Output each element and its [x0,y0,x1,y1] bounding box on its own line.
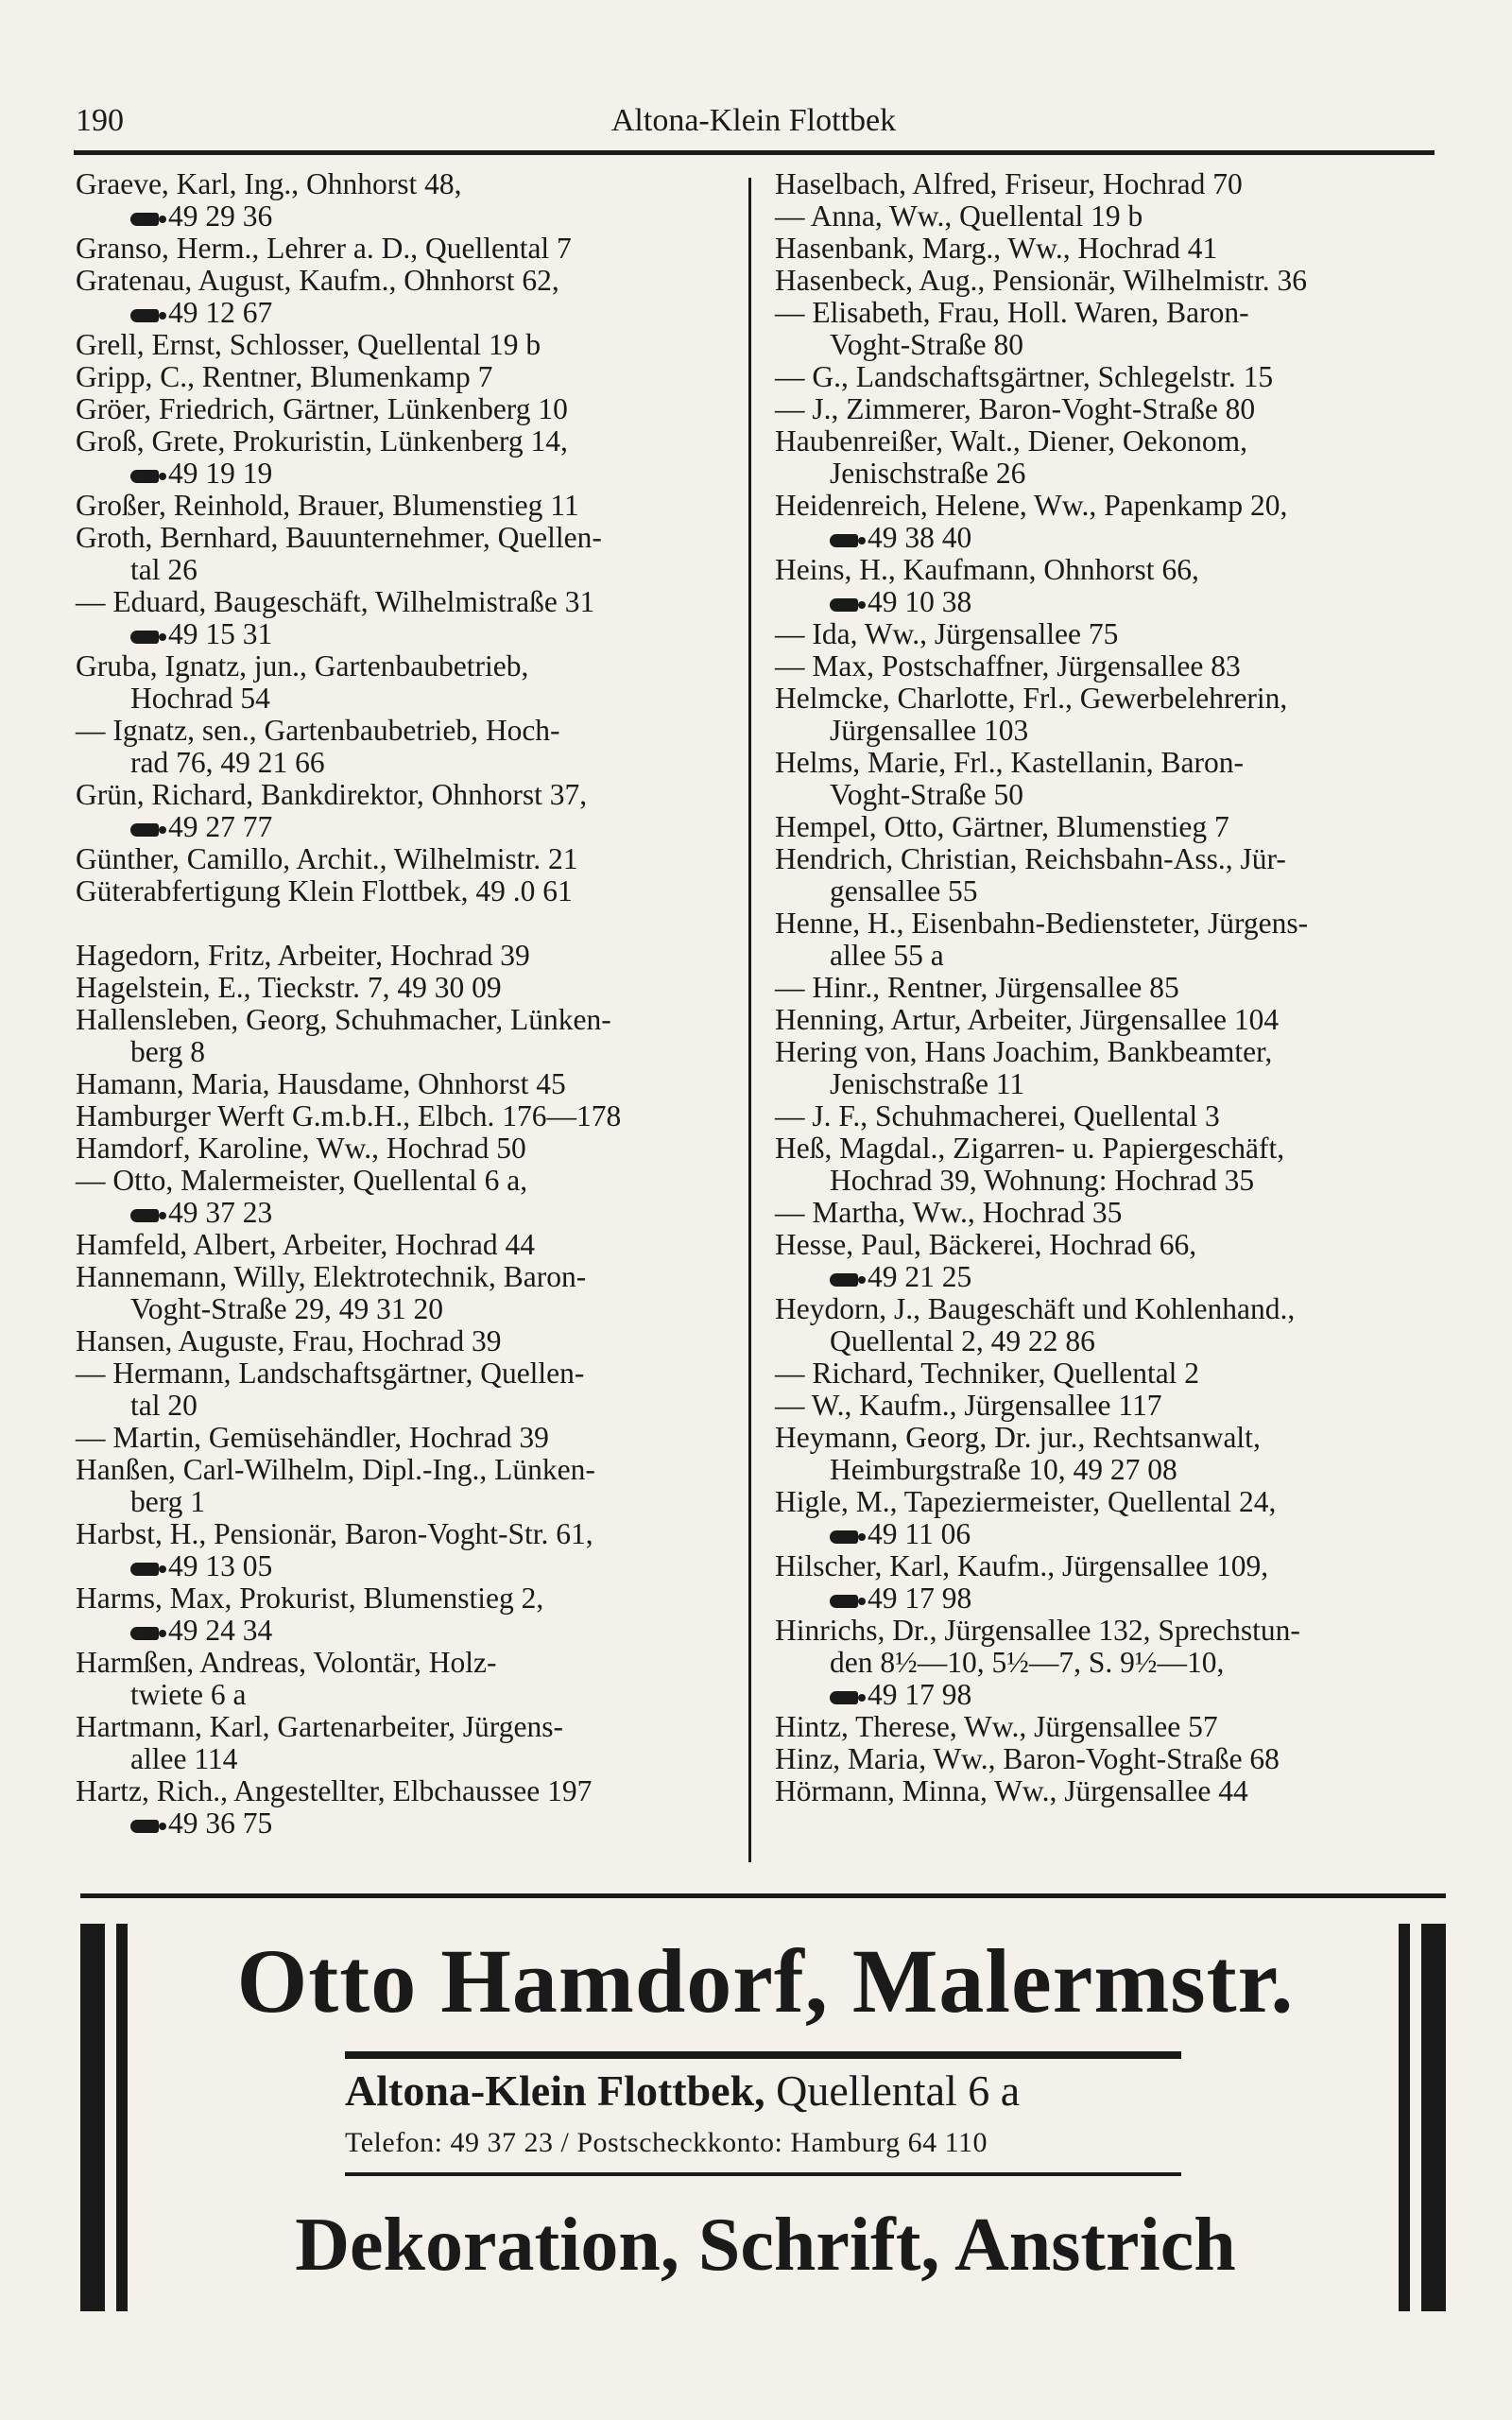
entry-line: 49 19 19 [168,457,273,490]
entry-line: 49 10 38 [868,585,972,618]
entry-line: tal 20 [130,1389,198,1422]
directory-entry [775,1550,1441,1615]
entry-name: Hesse, Paul, Bäckerei, Hochrad 66, [775,1228,1197,1261]
entry-line: 49 21 25 [868,1260,972,1293]
entry-line: 49 11 06 [868,1517,971,1550]
entry-name: Güterabfertigung Klein Flottbek, 49 .0 61 [76,874,573,908]
directory-entry [76,1068,737,1100]
entry-name: Großer, Reinhold, Brauer, Blumenstieg 11 [76,489,579,522]
entry-gap [76,908,737,940]
entry-continuation [76,683,737,715]
entry-line: 49 15 31 [168,617,273,650]
entry-name: Hinz, Maria, Ww., Baron-Voght-Straße 68 [775,1742,1280,1775]
directory-entry [775,168,1441,200]
entry-name: — Martin, Gemüsehändler, Hochrad 39 [76,1421,549,1454]
entry-continuation [775,1454,1441,1486]
telephone-icon [130,1820,159,1833]
right-column [775,168,1441,1807]
left-column [76,168,737,1840]
entry-name: Harms, Max, Prokurist, Blumenstieg 2, [76,1582,544,1615]
ad-rule [345,2172,1181,2176]
directory-entry [76,650,737,715]
entry-line: 49 29 36 [168,199,273,233]
entry-name: Higle, M., Tapeziermeister, Quellental 24, [775,1485,1277,1518]
directory-entry [775,1132,1441,1197]
entry-name: Helms, Marie, Frl., Kastellanin, Baron- [775,746,1245,779]
ad-border-bar [1399,1924,1410,2311]
entry-line: Quellental 2, 49 22 86 [830,1324,1095,1357]
directory-entry [76,779,737,843]
entry-line: berg 1 [130,1485,206,1518]
directory-entry [775,1197,1441,1229]
entry-continuation [76,1615,737,1647]
directory-entry [775,554,1441,618]
entry-name: Gruba, Ignatz, jun., Gartenbaubetrieb, [76,649,529,683]
telephone-icon [830,1530,858,1544]
entry-continuation [76,1679,737,1711]
entry-name: Harmßen, Andreas, Volontär, Holz- [76,1646,497,1679]
directory-entry [76,715,737,779]
ad-headline: Otto Hamdorf, Malermstr. [236,1930,1295,2031]
directory-entry [76,1261,737,1325]
ad-contact: Telefon: 49 37 23 / Postscheckkonto: Hamburg 64 110 [345,2127,988,2158]
entry-continuation [76,297,737,329]
entry-name: Hempel, Otto, Gärtner, Blumenstieg 7 [775,810,1229,843]
entry-line: twiete 6 a [130,1678,247,1711]
directory-entry [775,1422,1441,1486]
entry-continuation [76,811,737,843]
telephone-icon [130,1563,159,1576]
entry-name: Hendrich, Christian, Reichsbahn-Ass., Jür- [775,842,1286,875]
entry-name: — J., Zimmerer, Baron-Voght-Straße 80 [775,392,1256,425]
directory-entry [76,1229,737,1261]
directory-entry [76,1325,737,1357]
entry-line: den 8½—10, 5½—7, S. 9½—10, [830,1646,1225,1679]
directory-entry [76,1711,737,1775]
entry-continuation [76,200,737,233]
telephone-icon [130,823,159,837]
entry-name: Günther, Camillo, Archit., Wilhelmistr. 21 [76,842,578,875]
entry-line: allee 55 a [830,939,944,972]
directory-entry [76,1165,737,1229]
directory-entry [775,1743,1441,1775]
entry-name: Heins, H., Kaufmann, Ohnhorst 66, [775,553,1199,586]
directory-entry [76,940,737,972]
directory-entry [775,650,1441,683]
entry-name: Granso, Herm., Lehrer a. D., Quellental 7 [76,232,572,265]
directory-entry [775,811,1441,843]
ad-address-bold: Altona-Klein Flottbek, [345,2066,765,2115]
directory-entry [76,361,737,393]
directory-entry [76,168,737,233]
entry-line: 49 13 05 [168,1549,273,1582]
entry-line: 49 17 98 [868,1678,972,1711]
entry-name: Gröer, Friedrich, Gärtner, Lünkenberg 10 [76,392,568,425]
telephone-icon [130,309,159,322]
directory-entry [76,972,737,1004]
entry-name: Helmcke, Charlotte, Frl., Gewerbelehrerin, [775,682,1288,715]
entry-name: — Elisabeth, Frau, Holl. Waren, Baron- [775,296,1249,329]
directory-entry [76,1775,737,1840]
entry-name: — Otto, Malermeister, Quellental 6 a, [76,1164,528,1197]
directory-entry [775,1775,1441,1807]
entry-name: — Ida, Ww., Jürgensallee 75 [775,617,1119,650]
directory-entry [76,1454,737,1518]
directory-entry [775,1615,1441,1711]
telephone-icon [830,1595,858,1608]
entry-line: 49 27 77 [168,810,273,843]
directory-entry [76,522,737,586]
entry-name: — Hinr., Rentner, Jürgensallee 85 [775,971,1179,1004]
entry-name: Hartmann, Karl, Gartenarbeiter, Jürgens- [76,1710,563,1743]
entry-continuation [76,458,737,490]
directory-entry [775,361,1441,393]
entry-name: Henning, Artur, Arbeiter, Jürgensallee 104 [775,1003,1280,1036]
entry-continuation [76,1036,737,1068]
telephone-icon [130,470,159,483]
entry-name: — Richard, Techniker, Quellental 2 [775,1357,1200,1390]
entry-continuation [76,1550,737,1582]
telephone-icon [830,534,858,547]
entry-line: 49 24 34 [168,1614,273,1647]
footer-rule [80,1893,1446,1898]
entry-name: Gripp, C., Rentner, Blumenkamp 7 [76,360,493,393]
entry-continuation [775,875,1441,908]
entry-name: Hamdorf, Karoline, Ww., Hochrad 50 [76,1132,526,1165]
entry-name: Hintz, Therese, Ww., Jürgensallee 57 [775,1710,1218,1743]
directory-entry [775,425,1441,490]
page-number: 190 [76,103,124,138]
entry-continuation [76,1390,737,1422]
ad-slogan: Dekoration, Schrift, Anstrich [295,2204,1236,2287]
ad-address [345,2066,1181,2116]
entry-name: Hallensleben, Georg, Schuhmacher, Lünken- [76,1003,611,1036]
column-divider [748,178,751,1862]
entry-continuation [775,1647,1441,1679]
entry-name: Hamfeld, Albert, Arbeiter, Hochrad 44 [76,1228,535,1261]
entry-continuation [76,1486,737,1518]
entry-line: 49 12 67 [168,296,273,329]
entry-continuation [775,1325,1441,1357]
ad-rule [345,2051,1181,2059]
advertisement [80,1919,1446,2321]
directory-entry [775,683,1441,747]
entry-name: Hilscher, Karl, Kaufm., Jürgensallee 109, [775,1549,1269,1582]
entry-name: Hörmann, Minna, Ww., Jürgensallee 44 [775,1774,1248,1807]
entry-name: — Eduard, Baugeschäft, Wilhelmistraße 31 [76,585,595,618]
directory-entry [775,908,1441,972]
entry-name: Hartz, Rich., Angestellter, Elbchaussee 197 [76,1774,593,1807]
entry-line: 49 36 75 [168,1806,273,1840]
directory-entry [775,972,1441,1004]
directory-entry [775,233,1441,265]
entry-line: Voght-Straße 80 [830,328,1024,361]
directory-entry [775,618,1441,650]
telephone-icon [830,598,858,612]
directory-entry [775,1100,1441,1132]
directory-entry [76,265,737,329]
entry-name: Hagedorn, Fritz, Arbeiter, Hochrad 39 [76,939,530,972]
entry-name: — Ignatz, sen., Gartenbaubetrieb, Hoch- [76,714,560,747]
entry-continuation [76,554,737,586]
telephone-icon [830,1691,858,1704]
entry-name: Heß, Magdal., Zigarren- u. Papiergeschäft, [775,1132,1285,1165]
directory-entry [76,1582,737,1647]
ad-border-bar [1421,1924,1446,2311]
directory-entry [76,1004,737,1068]
entry-name: Heidenreich, Helene, Ww., Papenkamp 20, [775,489,1288,522]
entry-name: — G., Landschaftsgärtner, Schlegelstr. 15 [775,360,1274,393]
entry-name: Hagelstein, E., Tieckstr. 7, 49 30 09 [76,971,502,1004]
entry-name: Graeve, Karl, Ing., Ohnhorst 48, [76,167,462,200]
directory-entry [76,1357,737,1422]
directory-entry [775,393,1441,425]
entry-continuation [775,522,1441,554]
entry-continuation [76,618,737,650]
entry-continuation [775,1068,1441,1100]
directory-entry [775,200,1441,233]
directory-entry [775,1390,1441,1422]
directory-entry [775,1293,1441,1357]
entry-name: — W., Kaufm., Jürgensallee 117 [775,1389,1162,1422]
directory-entry [76,425,737,490]
directory-entry [76,233,737,265]
directory-entry [775,1004,1441,1036]
entry-continuation [775,458,1441,490]
header-rule [74,150,1435,155]
entry-name: — Martha, Ww., Hochrad 35 [775,1196,1123,1229]
directory-entry [76,1132,737,1165]
entry-continuation [775,1165,1441,1197]
entry-line: 49 37 23 [168,1196,273,1229]
entry-name: Hanßen, Carl-Wilhelm, Dipl.-Ing., Lünken- [76,1453,595,1486]
entry-name: Heymann, Georg, Dr. jur., Rechtsanwalt, [775,1421,1261,1454]
telephone-icon [130,1627,159,1640]
entry-line: Jenischstraße 26 [830,457,1026,490]
entry-continuation [76,1743,737,1775]
entry-name: Hering von, Hans Joachim, Bankbeamter, [775,1035,1273,1068]
entry-name: Hansen, Auguste, Frau, Hochrad 39 [76,1324,502,1357]
entry-continuation [775,329,1441,361]
directory-entry [76,875,737,908]
entry-name: Groß, Grete, Prokuristin, Lünkenberg 14, [76,424,568,458]
directory-entry [775,843,1441,908]
directory-entry [775,1229,1441,1293]
ad-address-rest: Quellental 6 a [765,2066,1021,2115]
entry-name: Hinrichs, Dr., Jürgensallee 132, Sprechstun- [775,1614,1300,1647]
entry-continuation [775,1582,1441,1615]
entry-name: Haubenreißer, Walt., Diener, Oekonom, [775,424,1247,458]
directory-entry [775,747,1441,811]
entry-continuation [775,715,1441,747]
entry-line: Hochrad 39, Wohnung: Hochrad 35 [830,1164,1255,1197]
entry-name: Hamburger Werft G.m.b.H., Elbch. 176—178 [76,1099,622,1132]
entry-continuation [775,1261,1441,1293]
entry-continuation [775,1518,1441,1550]
directory-entry [775,297,1441,361]
page-header [76,99,1432,151]
entry-line: Hochrad 54 [130,682,270,715]
entry-line: gensallee 55 [830,874,978,908]
entry-continuation [76,1293,737,1325]
entry-name: Grün, Richard, Bankdirektor, Ohnhorst 37, [76,778,588,811]
entry-continuation [775,1679,1441,1711]
entry-name: Hasenbeck, Aug., Pensionär, Wilhelmistr. 36 [775,264,1307,297]
entry-line: berg 8 [130,1035,206,1068]
entry-continuation [775,586,1441,618]
entry-name: Hannemann, Willy, Elektrotechnik, Baron- [76,1260,587,1293]
directory-entry [775,490,1441,554]
directory-entry [775,1357,1441,1390]
telephone-icon [830,1273,858,1287]
directory-entry [775,1486,1441,1550]
directory-entry [76,329,737,361]
entry-line: 49 38 40 [868,521,972,554]
entry-line: allee 114 [130,1742,238,1775]
ad-border-bar [116,1924,128,2311]
telephone-icon [130,213,159,226]
entry-line: Voght-Straße 50 [830,778,1024,811]
entry-name: — J. F., Schuhmacherei, Quellental 3 [775,1099,1220,1132]
directory-entry [76,843,737,875]
directory-entry [76,586,737,650]
telephone-icon [130,631,159,644]
entry-continuation [775,779,1441,811]
entry-name: Hasenbank, Marg., Ww., Hochrad 41 [775,232,1218,265]
directory-entry [775,265,1441,297]
entry-line: 49 17 98 [868,1582,972,1615]
entry-name: — Hermann, Landschaftsgärtner, Quellen- [76,1357,585,1390]
telephone-icon [130,1209,159,1222]
entry-name: Grell, Ernst, Schlosser, Quellental 19 b [76,328,541,361]
entry-name: — Anna, Ww., Quellental 19 b [775,199,1143,233]
directory-entry [76,490,737,522]
entry-continuation [76,747,737,779]
entry-name: Groth, Bernhard, Bauunternehmer, Quellen- [76,521,602,554]
entry-line: rad 76, 49 21 66 [130,746,325,779]
entry-continuation [76,1197,737,1229]
directory-entry [775,1711,1441,1743]
directory-entry [775,1036,1441,1100]
directory-entry [76,393,737,425]
entry-line: tal 26 [130,553,198,586]
ad-border-bar [80,1924,105,2311]
entry-name: Gratenau, August, Kaufm., Ohnhorst 62, [76,264,559,297]
entry-name: Hamann, Maria, Hausdame, Ohnhorst 45 [76,1067,566,1100]
directory-entry [76,1518,737,1582]
directory-entry [76,1647,737,1711]
entry-line: Jürgensallee 103 [830,714,1029,747]
entry-continuation [775,940,1441,972]
entry-line: Heimburgstraße 10, 49 27 08 [830,1453,1177,1486]
entry-continuation [76,1807,737,1840]
running-title: Altona-Klein Flottbek [610,103,897,138]
entry-name: Harbst, H., Pensionär, Baron-Voght-Str. 61, [76,1517,593,1550]
directory-entry [76,1422,737,1454]
entry-name: Henne, H., Eisenbahn-Bediensteter, Jürgens- [775,907,1309,940]
entry-name: — Max, Postschaffner, Jürgensallee 83 [775,649,1241,683]
entry-name: Haselbach, Alfred, Friseur, Hochrad 70 [775,167,1243,200]
directory-entry [76,1100,737,1132]
entry-line: Jenischstraße 11 [830,1067,1025,1100]
entry-line: Voght-Straße 29, 49 31 20 [130,1292,444,1325]
entry-name: Heydorn, J., Baugeschäft und Kohlenhand., [775,1292,1296,1325]
